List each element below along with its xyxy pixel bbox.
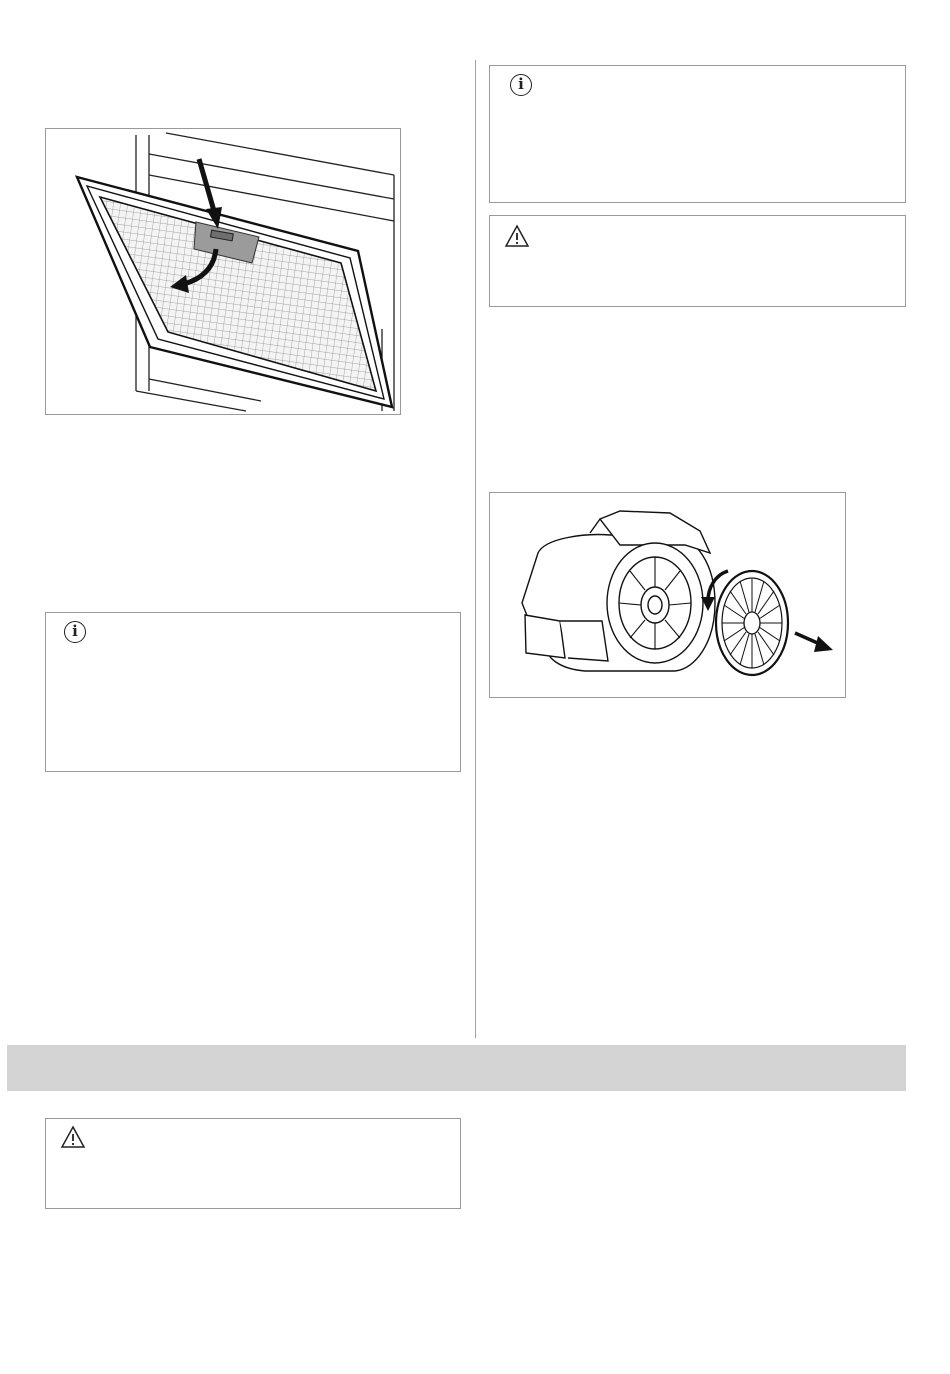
info-notice-left: [45, 612, 461, 772]
warning-notice-bottom-left: [45, 1118, 461, 1209]
info-icon: i: [64, 621, 86, 643]
section-heading-bar: [7, 1045, 906, 1091]
info-notice-top-right: [489, 65, 906, 203]
info-icon: i: [510, 74, 532, 96]
grease-filter-removal-figure: [45, 128, 401, 415]
charcoal-filter-drawing: [490, 493, 845, 697]
warning-notice-top-right: [489, 215, 906, 307]
grease-filter-drawing: [46, 129, 400, 414]
column-divider: [475, 60, 476, 1038]
warning-icon: [60, 1125, 86, 1149]
warning-icon: [504, 224, 530, 248]
charcoal-filter-removal-figure: [489, 492, 846, 698]
